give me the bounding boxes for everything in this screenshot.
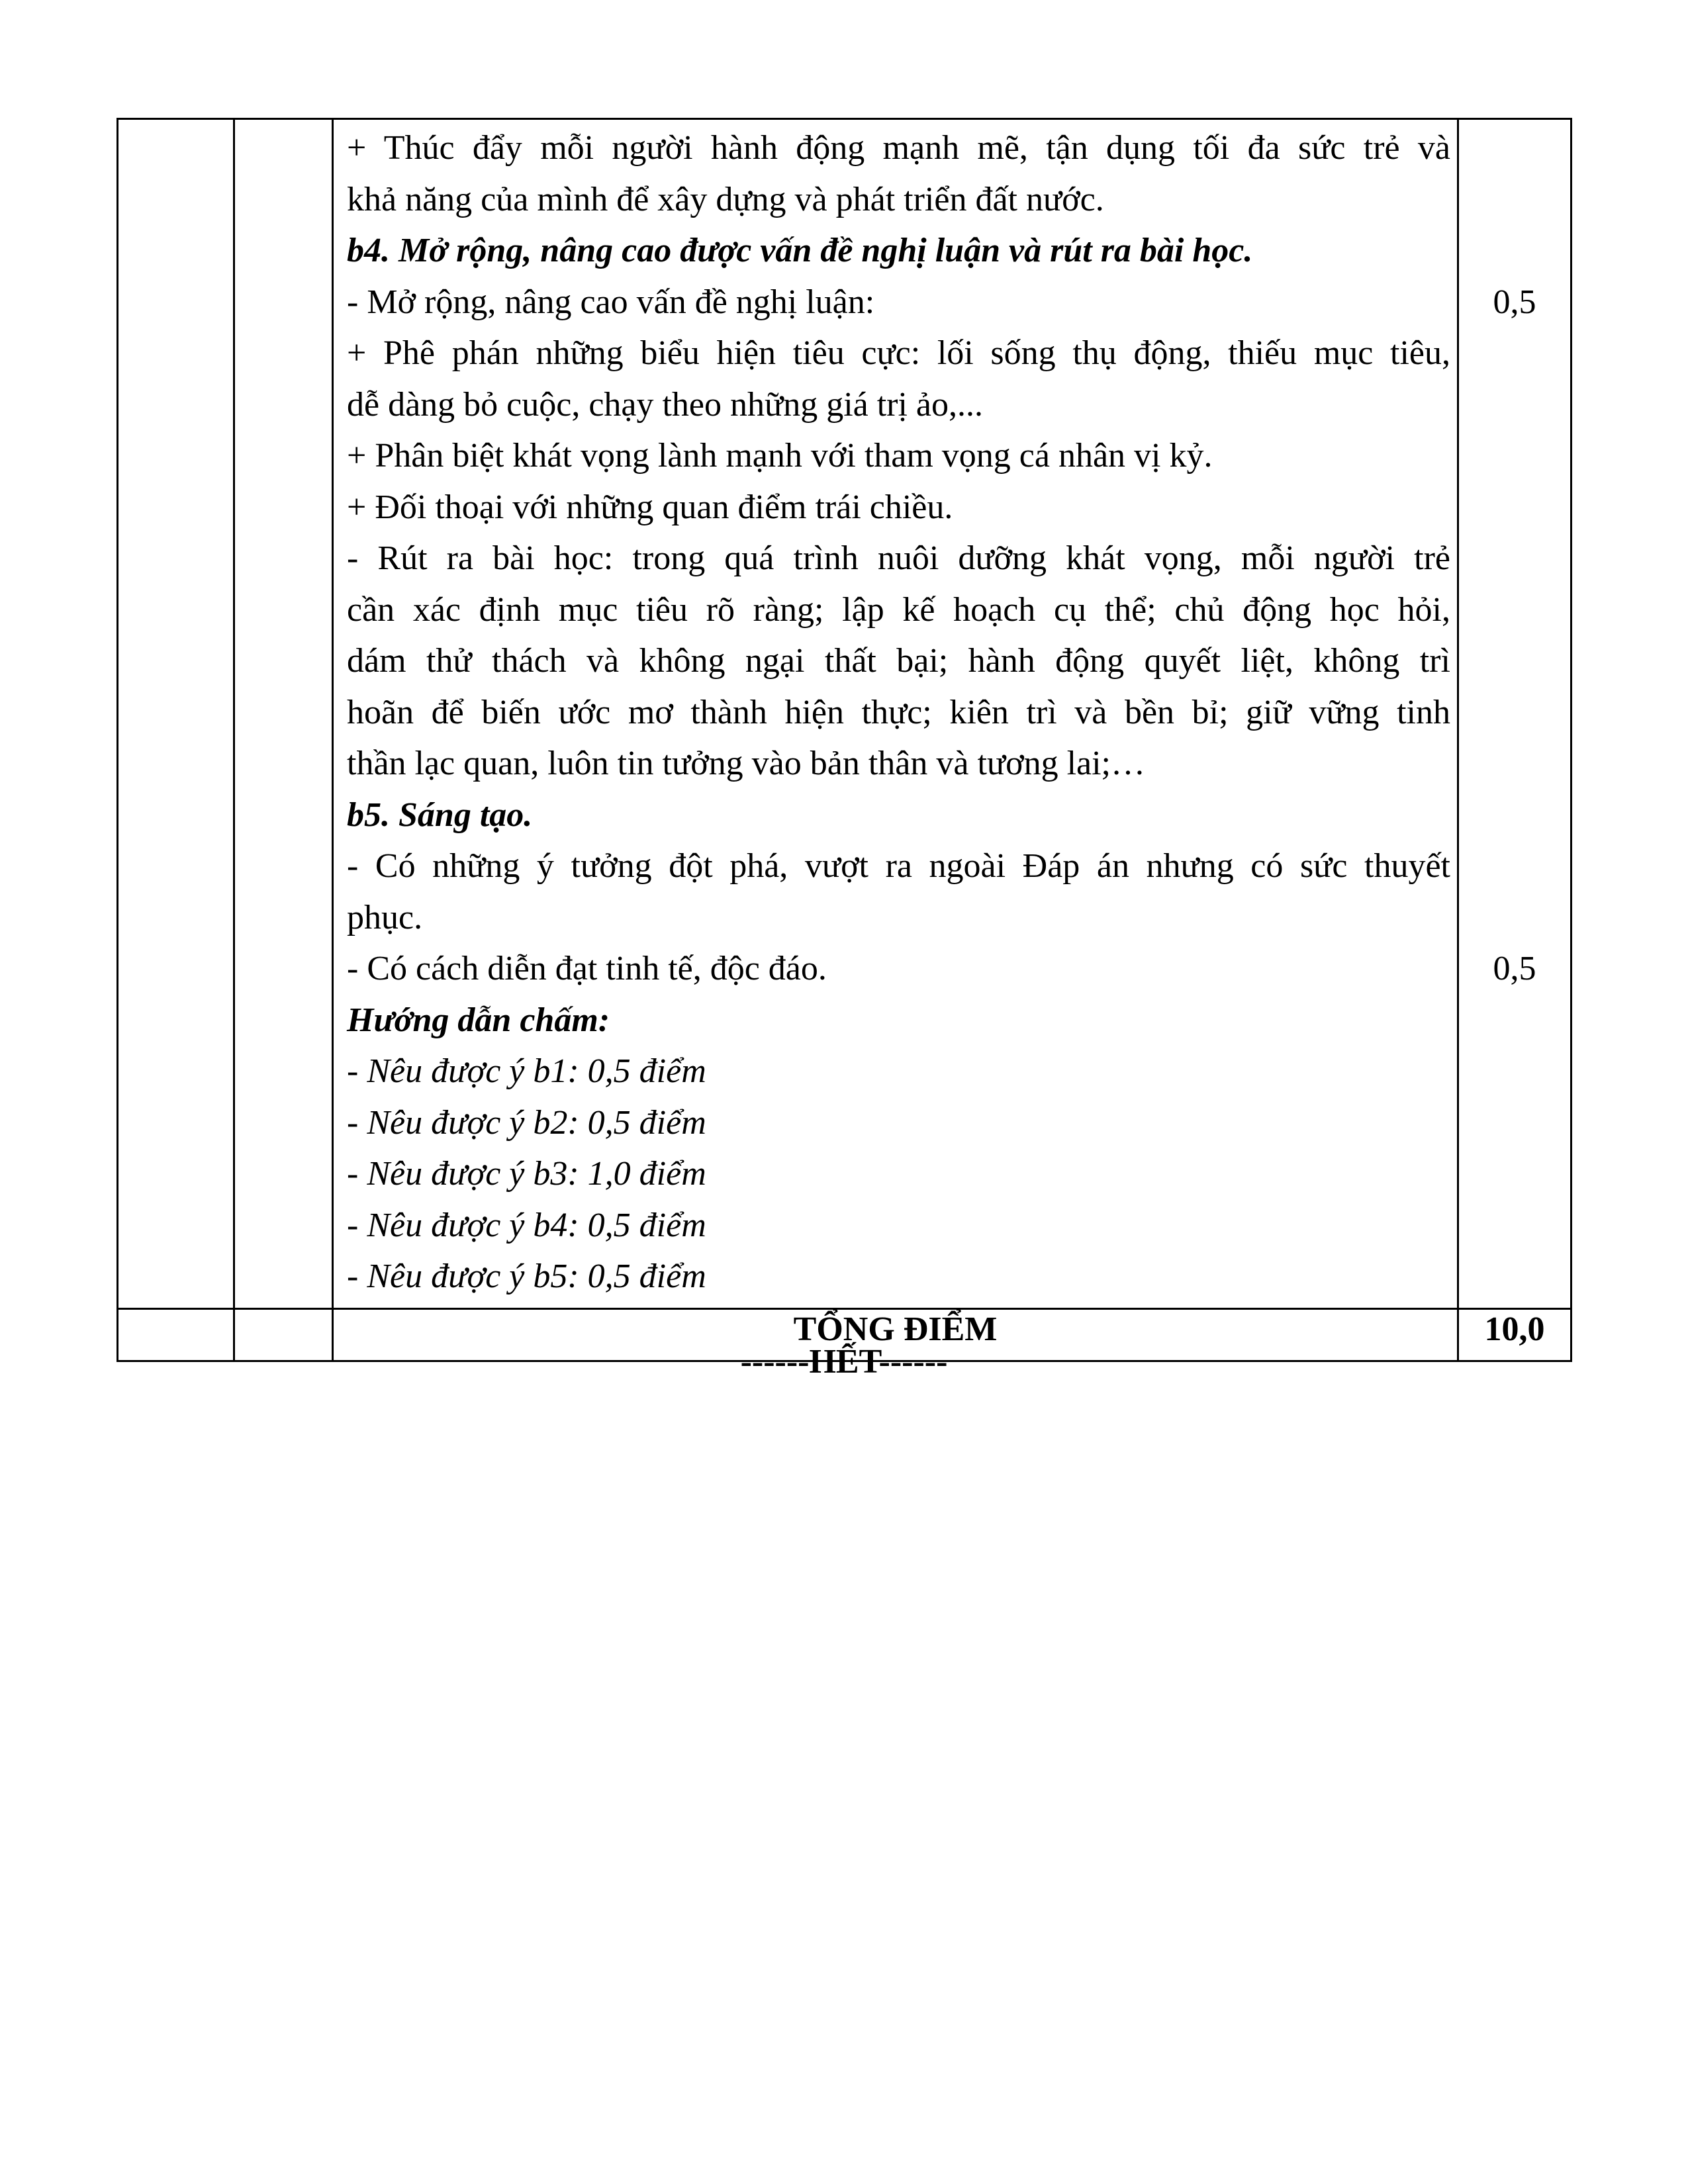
total-label: TỔNG ĐIỂM xyxy=(333,1308,1458,1361)
answer-line: dễ dàng bỏ cuộc, chạy theo những giá trị ảo,... xyxy=(347,385,984,424)
answer-line: - Rút ra bài học: trong quá trình nuôi dưỡng khát vọng, mỗi người trẻ xyxy=(347,539,1450,577)
part-cell xyxy=(234,119,333,1309)
content-row xyxy=(118,119,1571,1309)
answer-line: - Nêu được ý b2: 0,5 điểm xyxy=(347,1103,706,1142)
total-score: 10,0 xyxy=(1458,1308,1571,1361)
answer-line: Hướng dẫn chấm: xyxy=(347,1001,610,1039)
score-value: 0,5 xyxy=(1493,283,1536,321)
answer-line: b5. Sáng tạo. xyxy=(347,796,533,834)
answer-line: - Có cách diễn đạt tinh tế, độc đáo. xyxy=(347,950,827,987)
answer-content-cell xyxy=(333,119,1458,1309)
score-value: 0,5 xyxy=(1493,950,1536,987)
scoring-table xyxy=(117,118,1572,1362)
answer-line: + Đối thoại với những quan điểm trái chiều. xyxy=(347,488,953,526)
answer-line: - Nêu được ý b4: 0,5 điểm xyxy=(347,1206,706,1244)
answer-line: - Nêu được ý b3: 1,0 điểm xyxy=(347,1155,706,1193)
answer-line: + Thúc đẩy mỗi người hành động mạnh mẽ, tận dụng tối đa sức trẻ và xyxy=(347,129,1450,167)
answer-line: + Phê phán những biểu hiện tiêu cực: lối sống thụ động, thiếu mục tiêu, xyxy=(347,334,1450,372)
question-cell xyxy=(118,119,234,1309)
answer-line: dám thử thách và không ngại thất bại; hành động quyết liệt, không trì xyxy=(347,642,1450,680)
answer-line: cần xác định mục tiêu rõ ràng; lập kế hoạch cụ thể; chủ động học hỏi, xyxy=(347,590,1450,629)
answer-line: - Mở rộng, nâng cao vấn đề nghị luận: xyxy=(347,283,875,321)
answer-line: khả năng của mình để xây dựng và phát triển đất nước. xyxy=(347,180,1104,218)
answer-line: phục. xyxy=(347,898,423,936)
answer-line: - Nêu được ý b5: 0,5 điểm xyxy=(347,1257,706,1295)
score-cell xyxy=(1458,119,1571,1309)
answer-line: + Phân biệt khát vọng lành mạnh với tham vọng cá nhân vị kỷ. xyxy=(347,437,1213,475)
answer-line: - Có những ý tưởng đột phá, vượt ra ngoài Đáp án nhưng có sức thuyết xyxy=(347,847,1450,885)
answer-line: thần lạc quan, luôn tin tưởng vào bản thân và tương lai;… xyxy=(347,745,1146,782)
answer-line: b4. Mở rộng, nâng cao được vấn đề nghị luận và rút ra bài học. xyxy=(347,232,1253,269)
answer-line: - Nêu được ý b1: 0,5 điểm xyxy=(347,1052,706,1090)
answer-content xyxy=(334,120,1457,1308)
end-marker: ------HẾT------ xyxy=(740,1343,948,1381)
answer-line: hoãn để biến ước mơ thành hiện thực; kiên trì và bền bỉ; giữ vững tinh xyxy=(347,693,1450,731)
